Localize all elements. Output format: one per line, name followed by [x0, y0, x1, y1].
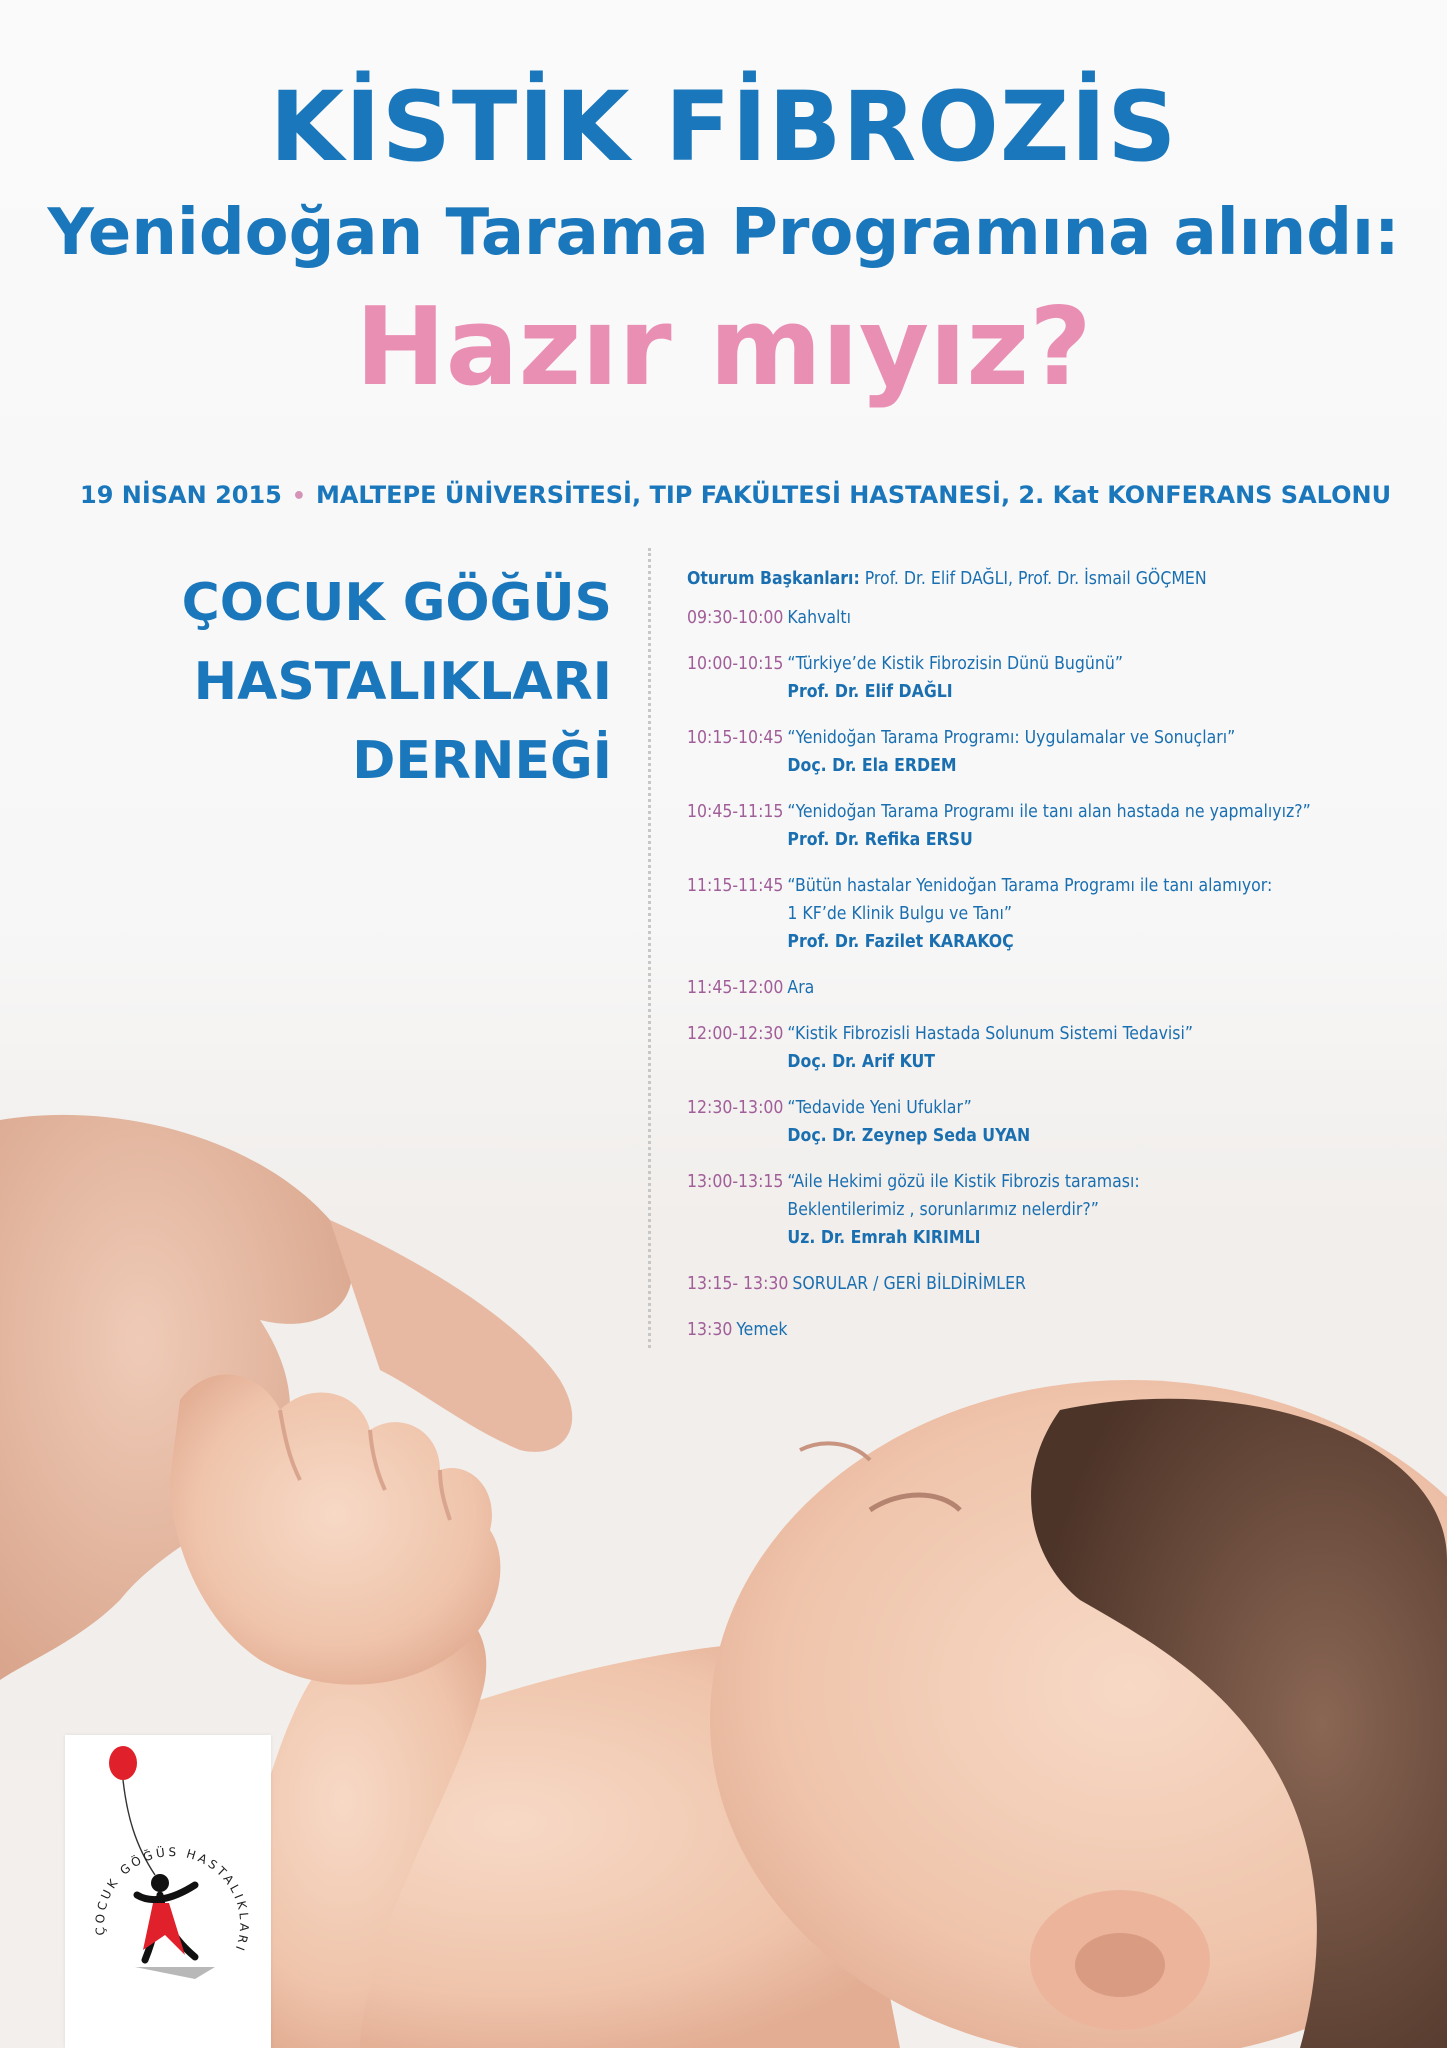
session-chairs: [687, 566, 1407, 592]
event-venue: MALTEPE ÜNİVERSİTESİ, TIP FAKÜLTESİ HASTANESİ, 2. Kat KONFERANS SALONU: [315, 481, 1392, 509]
program-speaker: Prof. Dr. Refika ERSU: [787, 830, 973, 850]
program-title: “Aile Hekimi gözü ile Kistik Fibrozis taraması:: [787, 1172, 1140, 1192]
program-item: [687, 650, 1407, 706]
program-title: “Kistik Fibrozisli Hastada Solunum Sistemi Tedavisi”: [787, 1024, 1194, 1044]
program-time: 11:15-11:45: [687, 876, 784, 896]
program-title: SORULAR / GERİ BİLDİRİMLER: [792, 1274, 1026, 1294]
program-time: 10:00-10:15: [687, 654, 784, 674]
program-title: Ara: [787, 978, 815, 998]
separator-dot-icon: •: [291, 484, 306, 509]
program-speaker: Doç. Dr. Ela ERDEM: [787, 756, 957, 776]
program-item: [687, 1020, 1407, 1076]
program-title-cont: 1 KF’de Klinik Bulgu ve Tanı”: [787, 904, 1013, 924]
program-title-cont: Beklentilerimiz , sorunlarımız nelerdir?”: [787, 1200, 1099, 1220]
program-time: 13:30: [687, 1320, 733, 1340]
program-item: [687, 604, 1407, 632]
program-title: “Yenidoğan Tarama Programı ile tanı alan hastada ne yapmalıyız?”: [787, 802, 1311, 822]
program-title: “Tedavide Yeni Ufuklar”: [787, 1098, 972, 1118]
logo-ring-text: ÇOCUK GÖĞÜS HASTALIKLARI: [92, 1845, 252, 1956]
event-date: 19 NİSAN 2015: [80, 481, 282, 509]
program-time: 10:15-10:45: [687, 728, 784, 748]
org-name-line3: DERNEĞİ: [352, 731, 612, 791]
program-title: “Yenidoğan Tarama Programı: Uygulamalar ve Sonuçları”: [787, 728, 1236, 748]
program-time: 11:45-12:00: [687, 978, 784, 998]
program-title: “Türkiye’de Kistik Fibrozisin Dünü Bugünü”: [787, 654, 1123, 674]
main-title: KİSTİK FİBROZİS: [269, 71, 1178, 183]
subtitle: Yenidoğan Tarama Programına alındı:: [47, 196, 1400, 270]
program-time: 13:15- 13:30: [687, 1274, 789, 1294]
child-head-icon: [151, 1874, 169, 1892]
program-title: “Bütün hastalar Yenidoğan Tarama Programı ile tanı alamıyor:: [787, 876, 1273, 896]
program-item: [687, 724, 1407, 780]
program-time: 12:30-13:00: [687, 1098, 784, 1118]
program-speaker: Doç. Dr. Zeynep Seda UYAN: [787, 1126, 1031, 1146]
chairs-label: Oturum Başkanları:: [687, 569, 860, 589]
org-name-line2: HASTALIKLARI: [193, 652, 612, 712]
logo-card: [65, 1735, 271, 2048]
balloon-icon: [109, 1746, 137, 1780]
program-speaker: Prof. Dr. Elif DAĞLI: [787, 682, 953, 702]
program-time: 13:00-13:15: [687, 1172, 784, 1192]
program-title: Yemek: [736, 1320, 788, 1340]
baby-ear-inner: [1075, 1933, 1165, 1997]
program-item: [687, 872, 1407, 956]
program-item: [687, 798, 1407, 854]
event-info-line: [80, 480, 1392, 512]
child-shadow-icon: [135, 1967, 215, 1979]
program-time: 10:45-11:15: [687, 802, 784, 822]
association-logo: [65, 1735, 271, 2048]
program-title: Kahvaltı: [787, 608, 851, 628]
program-item: [687, 974, 1407, 1002]
program-time: 12:00-12:30: [687, 1024, 784, 1044]
program-speaker: Doç. Dr. Arif KUT: [787, 1052, 935, 1072]
question-title: Hazır mıyız?: [355, 285, 1092, 410]
org-name-line1: ÇOCUK GÖĞÜS: [181, 573, 612, 633]
program-speaker: Uz. Dr. Emrah KIRIMLI: [787, 1228, 981, 1248]
chairs-names: Prof. Dr. Elif DAĞLI, Prof. Dr. İsmail GÖÇMEN: [864, 569, 1207, 589]
program-speaker: Prof. Dr. Fazilet KARAKOÇ: [787, 932, 1014, 952]
program-time: 09:30-10:00: [687, 608, 784, 628]
